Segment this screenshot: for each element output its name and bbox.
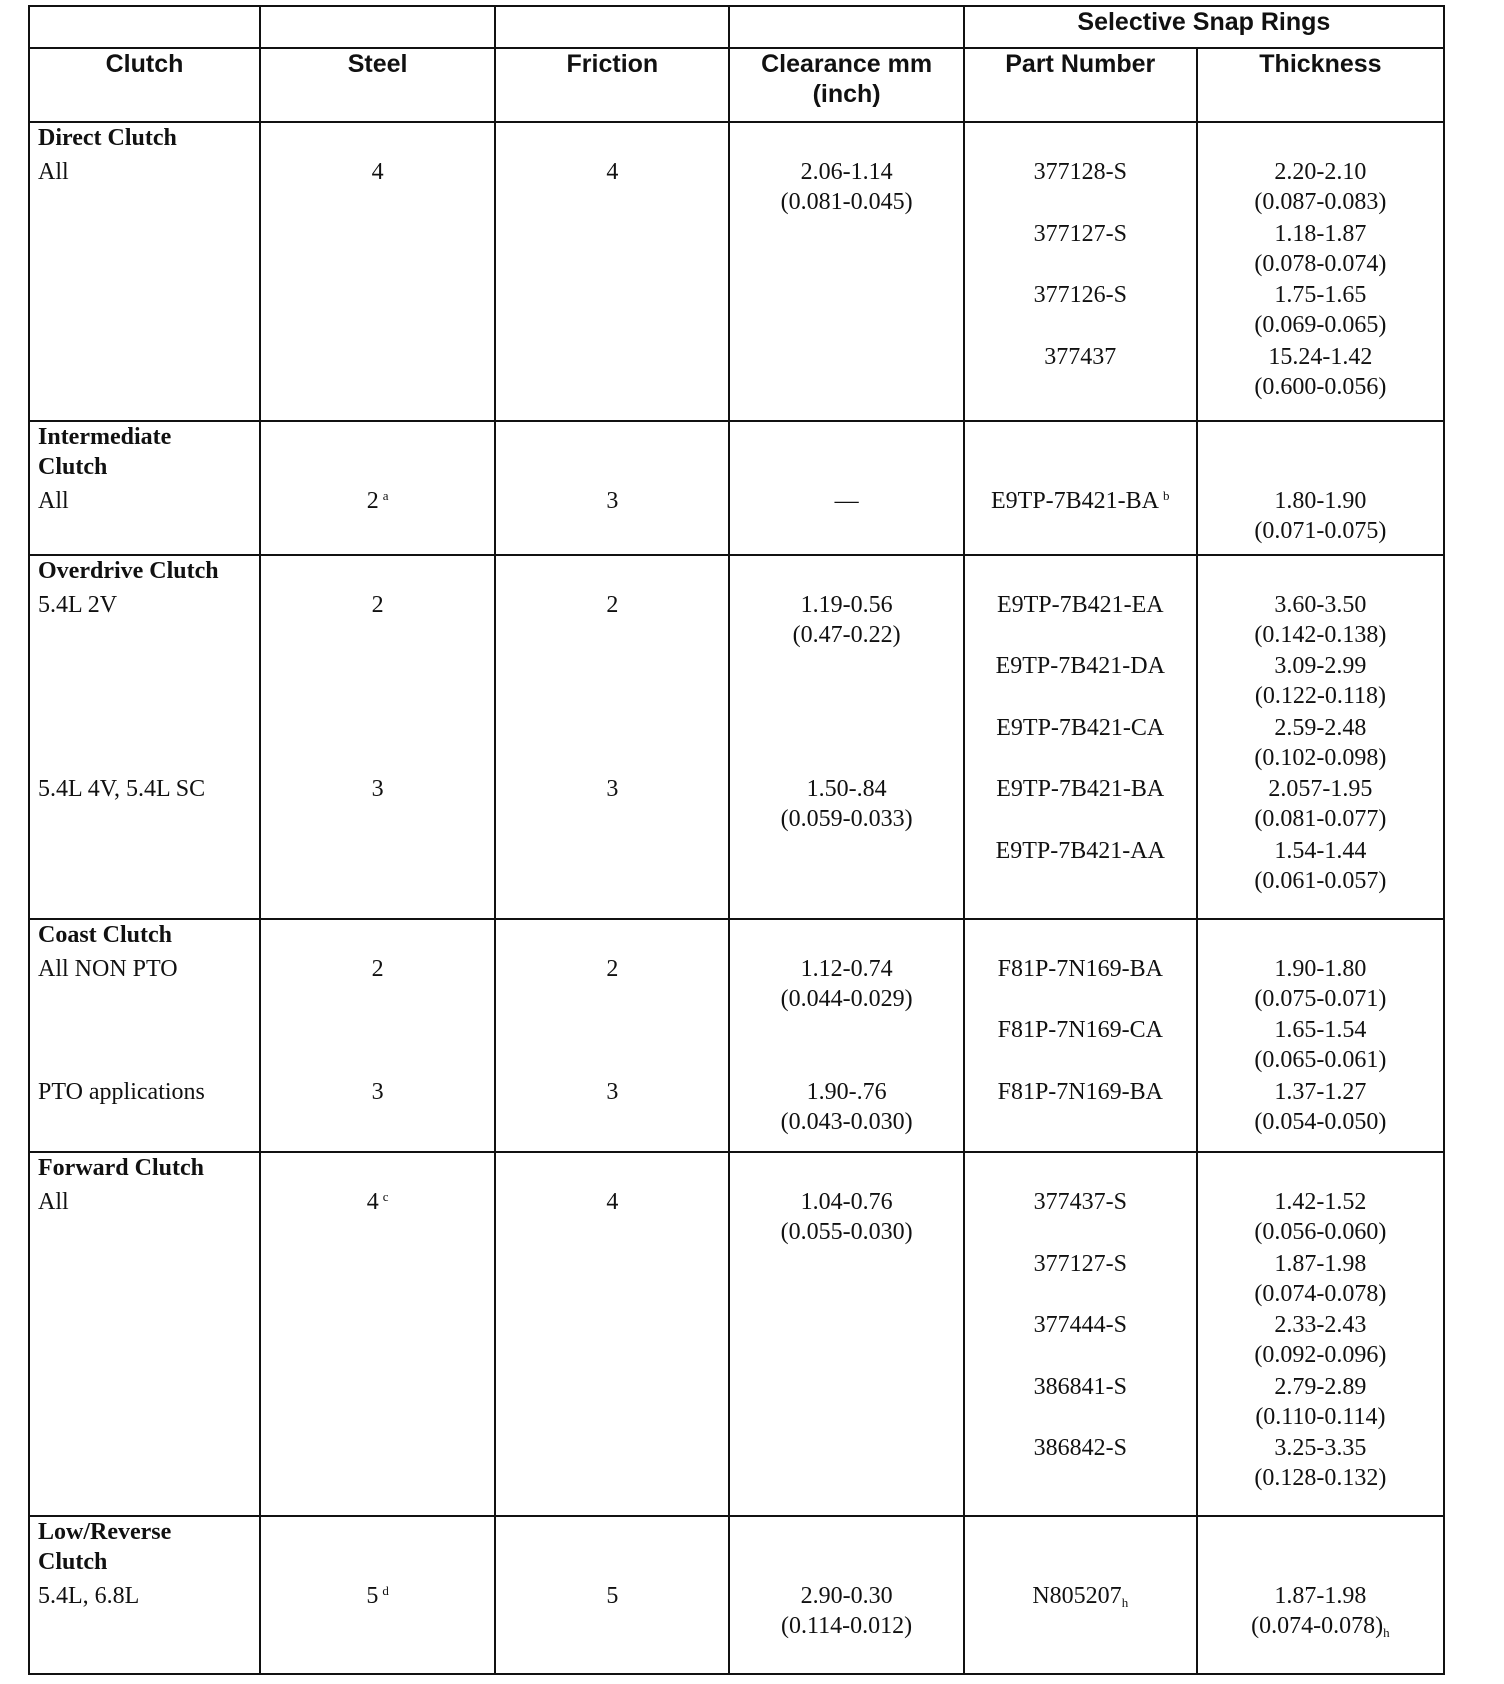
steel-count: 3 — [371, 1078, 384, 1105]
blank-header-clutch — [29, 6, 260, 48]
clearance-value: (0.059-0.033) — [780, 806, 913, 833]
clutch-cell — [29, 555, 260, 919]
clearance-header-line1: Clearance mm — [761, 50, 933, 78]
clearance-value: (0.055-0.030) — [780, 1219, 913, 1246]
table-row — [29, 1152, 1444, 1516]
thickness-block — [1198, 954, 1443, 1016]
thickness-block — [1198, 836, 1443, 898]
steel-count-block — [261, 1187, 494, 1495]
title-spacer — [965, 920, 1196, 954]
part-number: E9TP-7B421-AA — [995, 837, 1165, 864]
section-title: Intermediate Clutch — [38, 423, 172, 480]
title-spacer — [261, 422, 494, 486]
thickness-cell — [1197, 122, 1444, 421]
title-spacer — [965, 422, 1196, 486]
clearance-value: 1.50-.84 — [806, 776, 887, 803]
table-row — [29, 555, 1444, 919]
part-number-block — [965, 1187, 1196, 1249]
friction-cell — [495, 555, 729, 919]
title-spacer — [1198, 422, 1443, 486]
table-row — [29, 122, 1444, 421]
friction-count: 4 — [606, 1189, 619, 1216]
thickness-value: (0.078-0.074) — [1254, 250, 1387, 277]
friction-count: 2 — [606, 591, 619, 618]
steel-count-block — [261, 157, 494, 403]
thickness-block — [1198, 590, 1443, 652]
thickness-cell — [1197, 1516, 1444, 1674]
thickness-value: (0.087-0.083) — [1254, 189, 1387, 215]
clutch-variant-label: 5.4L 4V, 5.4L SC — [38, 776, 206, 803]
friction-cell — [495, 919, 729, 1153]
thickness-value: (0.061-0.057) — [1254, 867, 1387, 894]
title-spacer — [261, 123, 494, 157]
steel-cell — [260, 1516, 495, 1674]
friction-count: 3 — [606, 776, 619, 803]
steel-cell — [260, 1152, 495, 1516]
column-header-clearance — [729, 48, 963, 122]
thickness-value-line — [1198, 1611, 1443, 1641]
thickness-value: 2.79-2.89 — [1274, 1373, 1367, 1400]
steel-count: 2 — [371, 591, 384, 618]
title-spacer — [261, 1153, 494, 1187]
thickness-value: (0.056-0.060) — [1254, 1219, 1387, 1246]
clutch-variant-label: 5.4L, 6.8L — [38, 1583, 140, 1610]
thickness-value: 1.37-1.27 — [1274, 1078, 1367, 1105]
clearance-block — [730, 1187, 962, 1495]
clearance-header-line2: (inch) — [812, 80, 881, 108]
clearance-block — [730, 486, 962, 548]
steel-count: 2 — [366, 487, 379, 514]
section-title: Forward Clutch — [38, 1155, 204, 1182]
clearance-block — [730, 1077, 962, 1139]
title-spacer — [1198, 920, 1443, 954]
footnote-marker: h — [1383, 1625, 1390, 1641]
table-body — [29, 122, 1444, 1674]
part-number-block — [965, 486, 1196, 548]
title-spacer — [496, 1153, 728, 1187]
clearance-value: 1.19-0.56 — [800, 591, 893, 618]
part-number: 377128-S — [1033, 159, 1127, 185]
clutch-specification-table — [28, 5, 1445, 1675]
thickness-value: (0.069-0.065) — [1254, 312, 1387, 338]
clutch-cell — [29, 1152, 260, 1516]
title-spacer — [261, 1517, 494, 1581]
clearance-value: 1.90-.76 — [806, 1078, 887, 1105]
column-header-thickness: Thickness — [1197, 48, 1444, 122]
steel-count: 2 — [371, 955, 384, 982]
part-number-block — [965, 954, 1196, 1016]
thickness-value: 1.65-1.54 — [1274, 1017, 1367, 1044]
part-number: 377437-S — [1033, 1189, 1127, 1216]
clutch-variant-label: 5.4L 2V — [38, 591, 118, 618]
part-number-cell — [964, 1516, 1197, 1674]
part-number: 377127-S — [1033, 1250, 1127, 1277]
table-row — [29, 421, 1444, 555]
thickness-block — [1198, 651, 1443, 713]
steel-count: 4 — [366, 1189, 379, 1216]
part-number-block — [965, 1077, 1196, 1139]
title-spacer — [730, 1517, 962, 1581]
column-header-clutch: Clutch — [29, 48, 260, 122]
part-number: 386842-S — [1033, 1435, 1127, 1462]
part-number: 386841-S — [1033, 1373, 1127, 1400]
part-number: F81P-7N169-BA — [997, 955, 1163, 982]
thickness-value: (0.128-0.132) — [1254, 1465, 1387, 1492]
part-number: 377444-S — [1033, 1312, 1127, 1339]
part-number-block — [965, 590, 1196, 652]
thickness-block — [1198, 1433, 1443, 1495]
thickness-value: (0.110-0.114) — [1255, 1403, 1386, 1430]
title-spacer — [1198, 556, 1443, 590]
footnote-marker: h — [1121, 1595, 1129, 1611]
friction-count: 2 — [606, 955, 619, 982]
title-spacer — [496, 123, 728, 157]
title-spacer — [1198, 123, 1443, 157]
thickness-value: 1.18-1.87 — [1274, 220, 1367, 247]
friction-cell — [495, 122, 729, 421]
footnote-marker: d — [382, 1583, 389, 1599]
clearance-value: 2.90-0.30 — [800, 1583, 893, 1610]
clearance-value: — — [834, 487, 859, 514]
steel-count-block — [261, 774, 494, 897]
clearance-block — [730, 774, 962, 897]
blank-header-clearance — [729, 6, 963, 48]
thickness-value: (0.122-0.118) — [1254, 683, 1386, 710]
thickness-value: 1.87-1.98 — [1274, 1250, 1367, 1277]
title-spacer — [1198, 1153, 1443, 1187]
steel-count-block — [261, 486, 494, 548]
steel-count: 4 — [371, 159, 384, 185]
thickness-value: 3.09-2.99 — [1274, 653, 1367, 680]
thickness-value: 1.75-1.65 — [1274, 282, 1367, 308]
friction-count: 3 — [606, 487, 619, 514]
part-number-cell — [964, 919, 1197, 1153]
group-header-row — [29, 6, 1444, 48]
thickness-value: (0.071-0.075) — [1254, 517, 1387, 544]
title-spacer — [496, 556, 728, 590]
title-spacer — [730, 123, 962, 157]
title-spacer — [965, 1517, 1196, 1581]
thickness-value: 2.33-2.43 — [1274, 1312, 1367, 1339]
table-row — [29, 1516, 1444, 1674]
thickness-block — [1198, 1249, 1443, 1311]
clearance-cell — [729, 122, 963, 421]
thickness-value: (0.075-0.071) — [1254, 985, 1387, 1012]
clearance-value: (0.47-0.22) — [792, 621, 901, 648]
thickness-value: 3.25-3.35 — [1274, 1435, 1367, 1462]
section-title: Overdrive Clutch — [38, 557, 219, 584]
clearance-value: (0.114-0.012) — [781, 1613, 913, 1640]
friction-count: 5 — [606, 1583, 619, 1610]
part-number-cell — [964, 421, 1197, 555]
friction-count: 3 — [606, 1078, 619, 1105]
clearance-value: (0.081-0.045) — [780, 189, 913, 215]
thickness-value: 1.87-1.98 — [1274, 1583, 1367, 1610]
thickness-block — [1198, 1310, 1443, 1372]
thickness-block — [1198, 1581, 1443, 1643]
thickness-value: 15.24-1.42 — [1268, 343, 1373, 370]
title-spacer — [965, 556, 1196, 590]
thickness-block — [1198, 1372, 1443, 1434]
title-spacer — [1198, 1517, 1443, 1581]
part-number-block — [965, 1433, 1196, 1495]
part-number: E9TP-7B421-DA — [995, 653, 1165, 680]
thickness-block — [1198, 219, 1443, 281]
column-header-part-number: Part Number — [964, 48, 1197, 122]
clutch-cell — [29, 122, 260, 421]
part-number: F81P-7N169-CA — [997, 1017, 1163, 1044]
thickness-value: 2.20-2.10 — [1274, 159, 1367, 185]
steel-count: 3 — [371, 776, 384, 803]
friction-cell — [495, 421, 729, 555]
part-number-block — [965, 774, 1196, 836]
steel-count: 5 — [366, 1583, 379, 1610]
clearance-block — [730, 590, 962, 775]
section-title: Low/Reverse Clutch — [38, 1519, 172, 1576]
steel-cell — [260, 555, 495, 919]
column-header-row — [29, 48, 1444, 122]
part-number-block — [965, 1581, 1196, 1643]
clearance-value: (0.044-0.029) — [780, 985, 913, 1012]
friction-count: 4 — [606, 159, 619, 185]
part-number: E9TP-7B421-BA — [996, 776, 1165, 803]
part-number-block — [965, 836, 1196, 898]
steel-cell — [260, 122, 495, 421]
blank-header-friction — [495, 6, 729, 48]
part-number-block — [965, 1372, 1196, 1434]
footnote-marker: a — [382, 487, 389, 503]
part-number-block — [965, 1310, 1196, 1372]
clutch-variant-label: All — [38, 1189, 69, 1216]
section-title: Coast Clutch — [38, 921, 173, 948]
part-number-block — [965, 219, 1196, 281]
clearance-cell — [729, 555, 963, 919]
thickness-value: (0.600-0.056) — [1254, 373, 1387, 400]
table-row — [29, 919, 1444, 1153]
title-spacer — [730, 920, 962, 954]
footnote-marker: b — [1163, 487, 1170, 503]
column-header-steel: Steel — [260, 48, 495, 122]
title-spacer — [965, 123, 1196, 157]
column-header-friction: Friction — [495, 48, 729, 122]
clearance-block — [730, 1581, 962, 1643]
friction-cell — [495, 1516, 729, 1674]
thickness-value: (0.102-0.098) — [1254, 744, 1387, 771]
part-number-block — [965, 157, 1196, 219]
clutch-variant-label: All NON PTO — [38, 955, 178, 982]
thickness-value: (0.065-0.061) — [1254, 1047, 1387, 1074]
thickness-value: (0.054-0.050) — [1254, 1108, 1387, 1135]
thickness-block — [1198, 486, 1443, 548]
part-number-cell — [964, 122, 1197, 421]
title-spacer — [261, 920, 494, 954]
steel-count-block — [261, 954, 494, 1077]
thickness-cell — [1197, 421, 1444, 555]
title-spacer — [496, 1517, 728, 1581]
clutch-variant-label: PTO applications — [38, 1078, 205, 1105]
thickness-block — [1198, 1015, 1443, 1077]
blank-header-steel — [260, 6, 495, 48]
thickness-value: (0.074-0.078) — [1254, 1280, 1387, 1307]
clearance-value: (0.043-0.030) — [780, 1108, 913, 1135]
clearance-cell — [729, 919, 963, 1153]
thickness-value: 1.42-1.52 — [1274, 1189, 1367, 1216]
snap-rings-group-header: Selective Snap Rings — [964, 6, 1444, 48]
thickness-value: (0.081-0.077) — [1254, 806, 1387, 833]
thickness-block — [1198, 1187, 1443, 1249]
clearance-value: 1.12-0.74 — [800, 955, 893, 982]
part-number: E9TP-7B421-BA — [991, 487, 1160, 514]
clearance-value: 2.06-1.14 — [800, 159, 893, 185]
clearance-cell — [729, 1516, 963, 1674]
friction-cell — [495, 1152, 729, 1516]
steel-count-block — [261, 590, 494, 775]
part-number-block — [965, 280, 1196, 342]
thickness-cell — [1197, 1152, 1444, 1516]
title-spacer — [730, 556, 962, 590]
title-spacer — [730, 1153, 962, 1187]
thickness-value: 2.057-1.95 — [1268, 776, 1373, 803]
thickness-value: (0.092-0.096) — [1254, 1342, 1387, 1369]
thickness-block — [1198, 280, 1443, 342]
thickness-value: 3.60-3.50 — [1274, 591, 1367, 618]
section-title: Direct Clutch — [38, 125, 177, 151]
thickness-block — [1198, 774, 1443, 836]
thickness-value: 1.80-1.90 — [1274, 487, 1367, 514]
part-number: E9TP-7B421-CA — [996, 714, 1165, 741]
part-number: E9TP-7B421-EA — [996, 591, 1164, 618]
thickness-value: 1.90-1.80 — [1274, 955, 1367, 982]
part-number-cell — [964, 1152, 1197, 1516]
part-number-block — [965, 342, 1196, 404]
steel-count-block — [261, 1077, 494, 1139]
clutch-cell — [29, 1516, 260, 1674]
part-number-block — [965, 651, 1196, 713]
part-number: F81P-7N169-BA — [997, 1078, 1163, 1105]
clearance-cell — [729, 1152, 963, 1516]
clutch-cell — [29, 919, 260, 1153]
thickness-cell — [1197, 555, 1444, 919]
title-spacer — [730, 422, 962, 486]
part-number: 377126-S — [1033, 282, 1127, 308]
part-number: 377127-S — [1033, 220, 1127, 247]
title-spacer — [965, 1153, 1196, 1187]
thickness-block — [1198, 157, 1443, 219]
part-number-cell — [964, 555, 1197, 919]
thickness-block — [1198, 1077, 1443, 1139]
part-number-block — [965, 1249, 1196, 1311]
title-spacer — [496, 920, 728, 954]
thickness-cell — [1197, 919, 1444, 1153]
clutch-cell — [29, 421, 260, 555]
steel-cell — [260, 919, 495, 1153]
footnote-marker: c — [382, 1189, 389, 1205]
thickness-value: 2.59-2.48 — [1274, 714, 1367, 741]
clutch-variant-label: All — [38, 159, 69, 185]
part-number: 377437 — [1044, 343, 1117, 370]
part-number: N805207 — [1032, 1583, 1122, 1610]
part-number-block — [965, 713, 1196, 775]
steel-count-block — [261, 1581, 494, 1643]
thickness-block — [1198, 713, 1443, 775]
clearance-cell — [729, 421, 963, 555]
title-spacer — [261, 556, 494, 590]
clearance-block — [730, 157, 962, 403]
clearance-value: 1.04-0.76 — [800, 1189, 893, 1216]
part-number-block — [965, 1015, 1196, 1077]
clearance-block — [730, 954, 962, 1077]
thickness-value: (0.142-0.138) — [1254, 621, 1387, 648]
thickness-value: (0.074-0.078) — [1251, 1613, 1384, 1640]
clutch-variant-label: All — [38, 487, 69, 514]
title-spacer — [496, 422, 728, 486]
thickness-block — [1198, 342, 1443, 404]
steel-cell — [260, 421, 495, 555]
thickness-value: 1.54-1.44 — [1274, 837, 1367, 864]
